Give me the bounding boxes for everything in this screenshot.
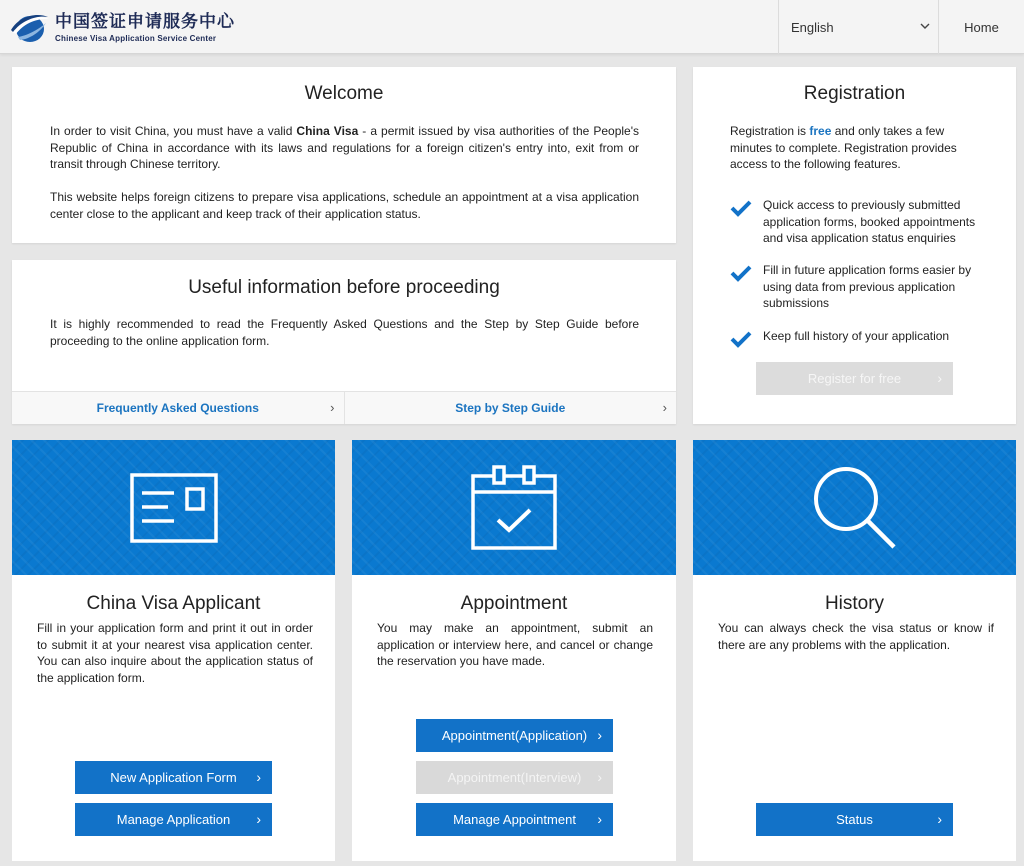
language-dropdown[interactable] xyxy=(778,0,938,54)
useful-links-bar xyxy=(12,391,676,424)
chevron-right-icon: › xyxy=(597,811,602,827)
welcome-title: Welcome xyxy=(304,83,384,104)
new-application-form-button[interactable]: New Application Form › xyxy=(75,761,272,794)
appointment-title: Appointment xyxy=(460,593,568,614)
applicant-text: Fill in your application form and print it out in order to submit it at your nearest visa application center. You can also inquire about the application status of the application form. xyxy=(37,621,313,685)
language-selected: English xyxy=(791,19,834,35)
useful-info-title: Useful information before proceeding xyxy=(188,277,500,298)
history-card xyxy=(693,440,1016,861)
welcome-purpose-text: This website helps foreign citizens to prepare visa applications, schedule an appointment at a visa application center close to the applicant and keep track of their application status. xyxy=(50,190,639,221)
register-free-button[interactable]: Register for free › xyxy=(756,362,953,395)
manage-appointment-button[interactable]: Manage Appointment › xyxy=(416,803,613,836)
history-banner xyxy=(693,440,1016,575)
chevron-right-icon: › xyxy=(256,811,261,827)
chevron-right-icon: › xyxy=(597,769,602,785)
chevron-right-icon: › xyxy=(937,370,942,386)
appointment-application-button[interactable]: Appointment(Application) › xyxy=(416,719,613,752)
appointment-card xyxy=(352,440,676,861)
check-icon xyxy=(730,264,752,282)
welcome-panel xyxy=(12,67,676,243)
useful-info-panel xyxy=(12,260,676,424)
chevron-down-icon xyxy=(920,22,930,30)
applicant-title: China Visa Applicant xyxy=(86,593,261,614)
chevron-right-icon: › xyxy=(937,811,942,827)
chevron-right-icon: › xyxy=(256,769,261,785)
logo-english-text: Chinese Visa Application Service Center xyxy=(55,33,217,43)
status-button[interactable]: Status › xyxy=(756,803,953,836)
useful-info-text: It is highly recommended to read the Frequently Asked Questions and the Step by Step Guide before proceeding to the online application form. xyxy=(50,317,639,348)
check-icon xyxy=(730,199,752,217)
chevron-right-icon: › xyxy=(662,400,667,415)
site-logo[interactable] xyxy=(10,8,235,46)
free-highlight: free xyxy=(809,124,832,138)
welcome-intro-text: In order to visit China, you must have a valid China Visa - a permit issued by visa authorities of the People's Republic of China in accordance with its laws and regulations for a foreign citizen's entry into, exit from or transit through Chinese territory. xyxy=(50,124,639,171)
site-header xyxy=(0,0,1024,54)
chevron-right-icon: › xyxy=(330,400,335,415)
appointment-banner xyxy=(352,440,676,575)
magnifier-icon xyxy=(810,463,900,553)
applicant-card xyxy=(12,440,335,861)
registration-title: Registration xyxy=(803,83,906,104)
logo-chinese-text: 中国签证申请服务中心 xyxy=(55,11,235,32)
appointment-text: You may make an appointment, submit an application or interview here, and cancel or change the reservation you have made. xyxy=(377,621,653,668)
manage-application-button[interactable]: Manage Application › xyxy=(75,803,272,836)
calendar-check-icon xyxy=(470,464,558,552)
faq-link[interactable]: Frequently Asked Questions › xyxy=(96,400,335,415)
home-link[interactable]: Home xyxy=(938,0,1024,54)
id-card-icon xyxy=(130,473,218,543)
history-text: You can always check the visa status or know if there are any problems with the application. xyxy=(718,621,994,652)
check-icon xyxy=(730,330,752,348)
registration-panel: Registration Registration is free and only takes a few minutes to complete. Registration provides access to the following features. Quick access to previously submitted application forms, booked appointments and visa application status enquiries Fill in future application forms easier by using data from previous application submissions Keep full history of your application Register for free › xyxy=(693,67,1016,424)
appointment-interview-button[interactable]: Appointment(Interview) › xyxy=(416,761,613,794)
applicant-banner xyxy=(12,440,335,575)
china-visa-bold: China Visa xyxy=(296,124,359,138)
globe-swoosh-logo-icon xyxy=(10,10,50,44)
registration-intro-text: Registration is free and only takes a few minutes to complete. Registration provides access to the following features. xyxy=(730,124,957,171)
step-guide-link[interactable]: Step by Step Guide › xyxy=(344,392,677,424)
chevron-right-icon: › xyxy=(597,727,602,743)
history-title: History xyxy=(824,593,885,614)
